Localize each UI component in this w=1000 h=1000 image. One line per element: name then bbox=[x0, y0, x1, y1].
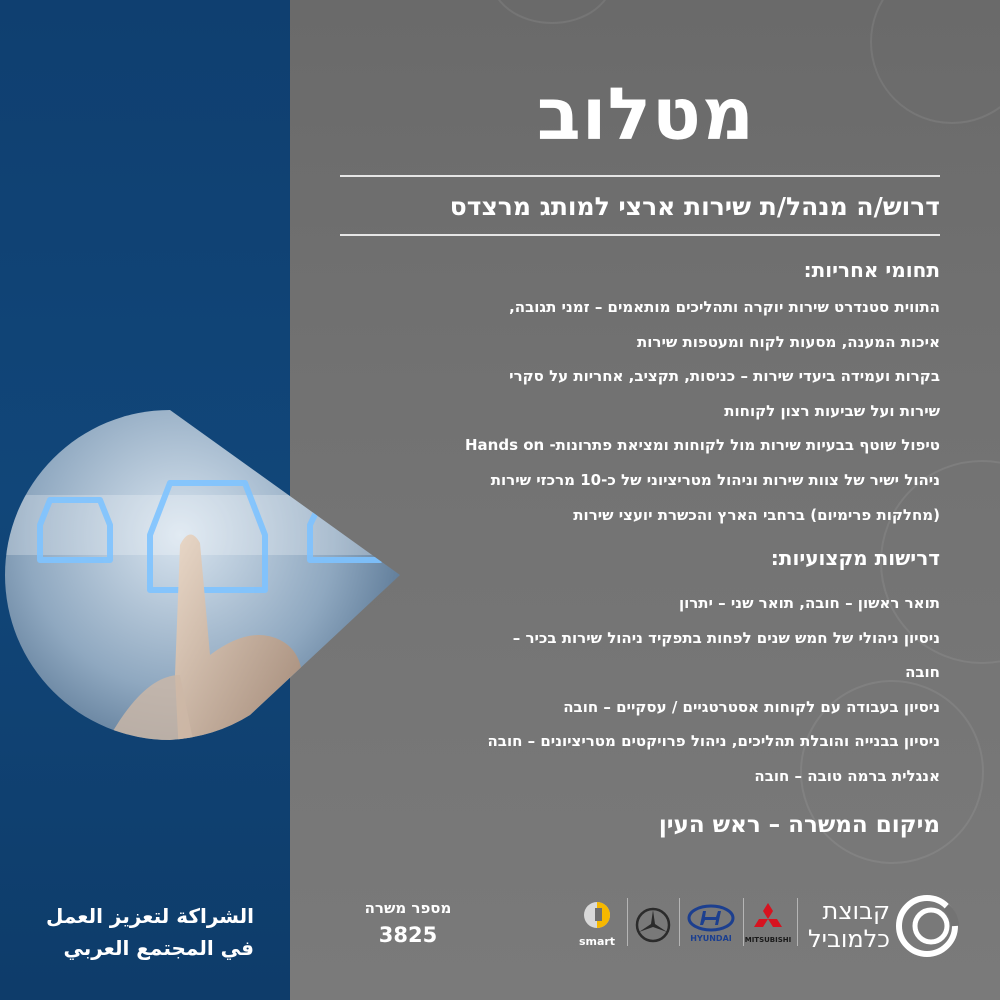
group-name-line: קבוצת bbox=[822, 897, 890, 925]
requirements-heading: דרישות מקצועיות: bbox=[770, 546, 940, 570]
job-number-label: מספר משרה bbox=[364, 899, 452, 917]
logo-divider bbox=[679, 898, 680, 946]
list-item: (מחלקות פרימיום) ברחבי הארץ והכשרת יועצי שירות bbox=[573, 505, 940, 524]
mercedes-logo-icon bbox=[634, 906, 672, 944]
partner-line: الشراكة لتعزيز العمل bbox=[46, 904, 254, 928]
list-item: איכות המענה, מסעות לקוח ומעטפות שירות bbox=[637, 332, 940, 351]
logo-divider bbox=[627, 898, 628, 946]
list-item: ניהול ישיר של צוות שירות וניהול מטריציוני של כ-10 מרכזי שירות bbox=[490, 470, 940, 489]
job-subtitle: דרוש/ה מנהל/ת שירות ארצי למותג מרצדס bbox=[449, 192, 940, 221]
job-content bbox=[330, 0, 940, 1000]
logo-divider bbox=[797, 898, 798, 946]
list-item: ניסיון בבנייה והובלת תהליכים, ניהול פרויקטים מטריציונים – חובה bbox=[487, 732, 940, 751]
partner-line: في المجتمع العربي bbox=[63, 936, 254, 960]
job-number-value: 3825 bbox=[378, 923, 438, 947]
mitsubishi-logo-icon bbox=[751, 902, 785, 934]
list-item: תואר ראשון – חובה, תואר שני – יתרון bbox=[678, 594, 940, 612]
hyundai-logo-text: HYUNDAI bbox=[690, 934, 732, 943]
group-logo-text bbox=[804, 897, 890, 953]
divider bbox=[340, 234, 940, 236]
job-location: מיקום המשרה – ראש העין bbox=[658, 812, 940, 838]
list-item: התווית סטנדרט שירות יוקרה ותהליכים מותאמים – זמני תגובה, bbox=[509, 298, 940, 316]
list-item: ניסיון ניהולי של חמש שנים לפחות בתפקיד ניהול שירות בכיר – bbox=[512, 628, 940, 647]
list-item: ניסיון בעבודה עם לקוחות אסטרטגיים / עסקיים – חובה bbox=[563, 697, 940, 716]
list-item: אנגלית ברמה טובה – חובה bbox=[754, 766, 940, 785]
requirements-list bbox=[335, 586, 940, 794]
list-item: חובה bbox=[905, 663, 940, 682]
list-item: בקרות ועמידה ביעדי שירות – כניסות, תקציב, אחריות על סקרי bbox=[509, 367, 940, 386]
smart-logo-icon bbox=[576, 900, 618, 934]
list-item: טיפול שוטף בבעיות שירות מול לקוחות ומציאת פתרונות- Hands on bbox=[465, 436, 940, 455]
responsibilities-heading: תחומי אחריות: bbox=[803, 258, 940, 282]
mitsubishi-logo-text: MITSUBISHI bbox=[744, 936, 792, 944]
divider bbox=[340, 175, 940, 177]
smart-logo-text: smart bbox=[578, 935, 616, 948]
group-name-line: כלמוביל bbox=[807, 925, 890, 953]
responsibilities-list bbox=[335, 290, 940, 532]
hyundai-logo-icon bbox=[686, 903, 736, 933]
page-title: מטלוב bbox=[536, 72, 755, 156]
list-item: שירות ועל שביעות רצון לקוחות bbox=[724, 401, 940, 420]
job-number bbox=[352, 899, 464, 947]
partner-text bbox=[24, 900, 254, 964]
group-logo-icon bbox=[894, 893, 960, 959]
